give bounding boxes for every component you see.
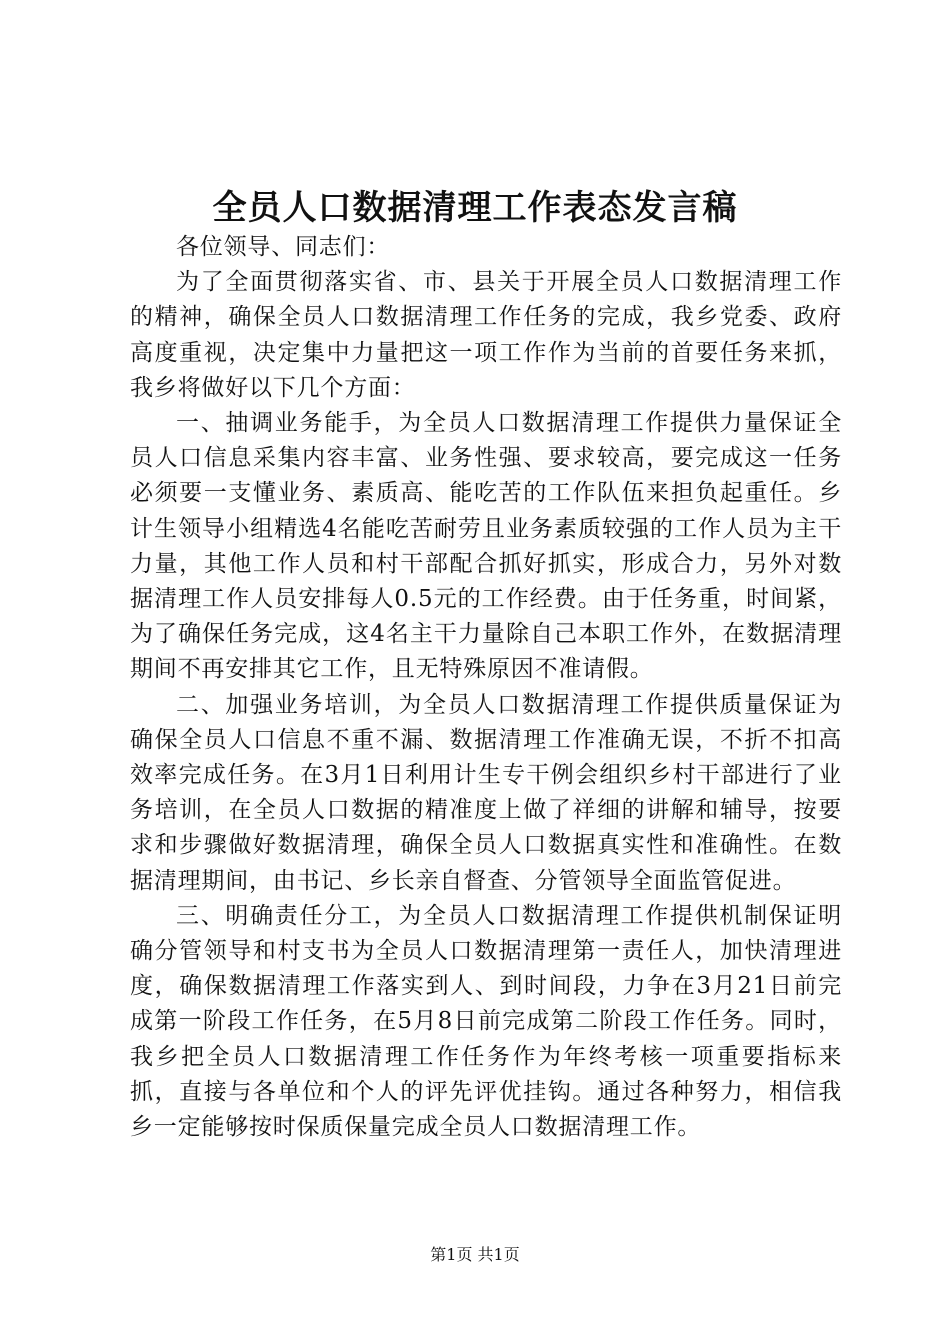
section-three-paragraph: 三、明确责任分工，为全员人口数据清理工作提供机制保证明确分管领导和村支书为全员人口数据清理第一责任人，加快清理进度，确保数据清理工作落实到人、到时间段，力争在3月21日前完成第一阶段工作任务，在5月8日前完成第二阶段工作任务。同时，我乡把全员人口数据清理工作任务作为年终考核一项重要指标来抓，直接与各单位和个人的评先评优挂钩。通过各种努力，相信我乡一定能够按时保质保量完成全员人口数据清理工作。 <box>130 902 842 1141</box>
page-number-footer: 第1页 共1页 <box>430 1245 520 1264</box>
section-two-paragraph: 二、加强业务培训，为全员人口数据清理工作提供质量保证为确保全员人口信息不重不漏、数据清理工作准确无误，不折不扣高效率完成任务。在3月1日利用计生专干例会组织乡村干部进行了业务培训，在全员人口数据的精准度上做了祥细的讲解和辅导，按要求和步骤做好数据清理，确保全员人口数据真实性和准确性。在数据清理期间，由书记、乡长亲自督查、分管领导全面监管促进。 <box>130 691 842 894</box>
intro-paragraph: 为了全面贯彻落实省、市、县关于开展全员人口数据清理工作的精神，确保全员人口数据清理工作任务的完成，我乡党委、政府高度重视，决定集中力量把这一项工作作为当前的首要任务来抓，我乡将做好以下几个方面： <box>130 269 842 401</box>
section-one-paragraph: 一、抽调业务能手，为全员人口数据清理工作提供力量保证全员人口信息采集内容丰富、业务性强、要求较高，要完成这一任务必须要一支懂业务、素质高、能吃苦的工作队伍来担负起重任。乡计生领导小组精选4名能吃苦耐劳且业务素质较强的工作人员为主干力量，其他工作人员和村干部配合抓好抓实，形成合力，另外对数据清理工作人员安排每人0.5元的工作经费。由于任务重，时间紧，为了确保任务完成，这4名主干力量除自己本职工作外，在数据清理期间不再安排其它工作，且无特殊原因不准请假。 <box>130 410 842 683</box>
salutation-paragraph: 各位领导、同志们： <box>176 234 391 260</box>
document-title: 全员人口数据清理工作表态发言稿 <box>212 188 738 228</box>
document-body <box>130 230 842 1145</box>
